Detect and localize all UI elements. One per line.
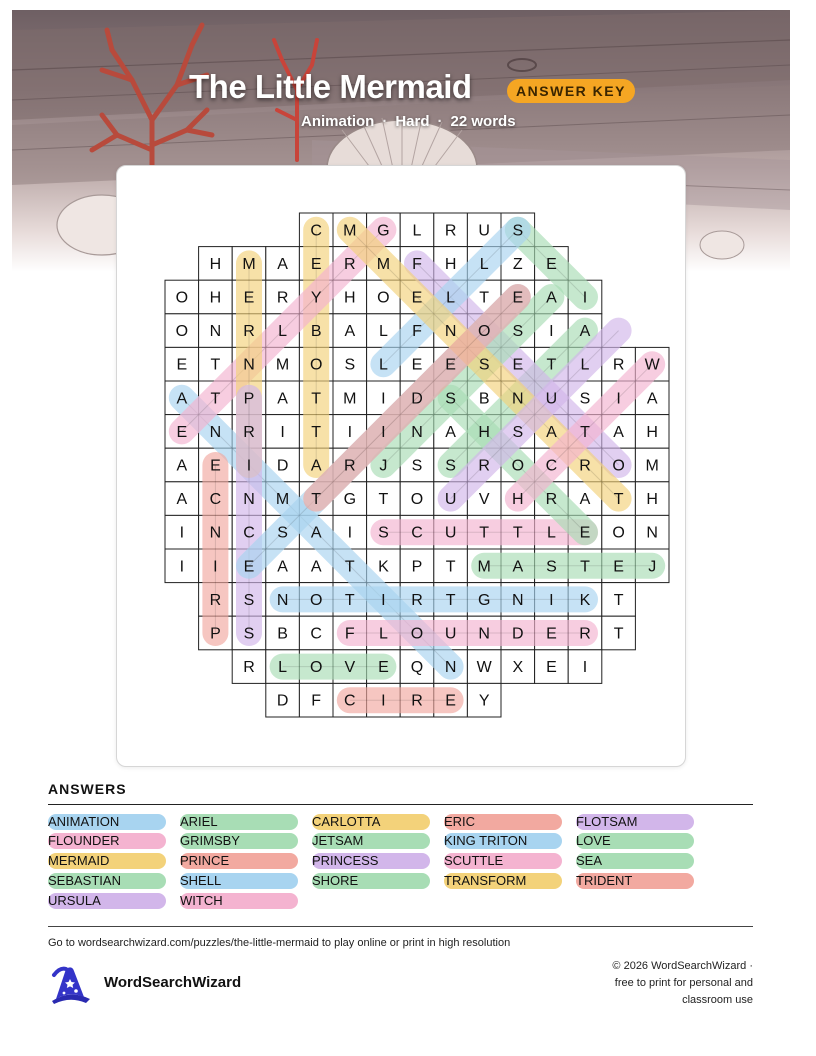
- grid-letter: O: [309, 659, 323, 677]
- grid-letter: K: [378, 558, 389, 576]
- grid-letter: A: [176, 491, 188, 509]
- grid-letter: Y: [478, 692, 490, 710]
- grid-letter: R: [545, 491, 558, 509]
- grid-letter: P: [210, 625, 221, 643]
- grid-letter: U: [444, 625, 457, 643]
- grid-letter: E: [546, 659, 557, 677]
- grid-letter: A: [310, 558, 322, 576]
- grid-letter: M: [343, 222, 357, 240]
- grid-letter: I: [179, 558, 185, 576]
- grid-letter: A: [277, 558, 288, 576]
- grid-letter: I: [179, 524, 185, 542]
- grid-letter: A: [277, 255, 288, 273]
- grid-letter: N: [444, 659, 457, 677]
- grid-letter: T: [613, 491, 624, 509]
- grid-letter: I: [347, 423, 353, 441]
- grid-letter: B: [277, 625, 288, 643]
- grid-letter: A: [277, 390, 288, 408]
- grid-letter: E: [445, 356, 456, 374]
- grid-letter: T: [311, 491, 322, 509]
- answer-word: TRANSFORM: [444, 873, 562, 889]
- grid-letter: E: [176, 423, 188, 441]
- grid-letter: I: [280, 423, 285, 441]
- grid-letter: O: [410, 491, 424, 509]
- grid-letter: A: [310, 524, 322, 542]
- grid-letter: I: [381, 423, 386, 441]
- grid-letter: S: [378, 524, 389, 542]
- grid-letter: S: [478, 356, 490, 374]
- grid-letter: V: [344, 659, 356, 677]
- grid-letter: L: [446, 289, 456, 307]
- grid-letter: C: [411, 524, 423, 542]
- grid-letter: R: [444, 222, 457, 240]
- grid-letter: R: [478, 457, 490, 475]
- grid-letter: E: [243, 558, 255, 576]
- grid-letter: N: [512, 591, 524, 609]
- grid-letter: T: [378, 491, 389, 509]
- grid-letter: U: [478, 222, 490, 240]
- grid-letter: S: [445, 457, 456, 475]
- grid-letter: L: [546, 524, 556, 542]
- grid-letter: N: [411, 423, 423, 441]
- grid-letter: A: [579, 323, 591, 341]
- grid-letter: C: [243, 524, 255, 542]
- grid-letter: T: [580, 423, 590, 441]
- grid-letter: I: [582, 289, 588, 307]
- answer-word: PRINCE: [180, 853, 298, 869]
- grid-letter: N: [646, 524, 658, 542]
- grid-letter: Q: [410, 659, 424, 677]
- grid-letter: T: [311, 423, 322, 441]
- footer-link-text: Go to wordsearchwizard.com/puzzles/the-little-mermaid to play online or print in high resolution: [48, 937, 511, 949]
- grid-letter: A: [445, 423, 456, 441]
- grid-letter: D: [512, 625, 524, 643]
- grid-letter: D: [276, 457, 289, 475]
- grid-letter: I: [213, 558, 218, 576]
- grid-letter: C: [545, 457, 558, 475]
- answer-word: LOVE: [576, 833, 694, 849]
- grid-letter: J: [379, 457, 388, 475]
- grid-letter: O: [377, 289, 390, 307]
- grid-letter: O: [511, 457, 525, 475]
- grid-letter: R: [579, 625, 591, 643]
- puzzle-title: The Little Mermaid: [189, 68, 472, 105]
- grid-letter: N: [243, 491, 255, 509]
- grid-letter: F: [412, 323, 422, 341]
- grid-letter: S: [512, 222, 524, 240]
- grid-letter: S: [277, 524, 288, 542]
- grid-letter: N: [512, 390, 524, 408]
- grid-letter: J: [648, 558, 657, 576]
- grid-letter: I: [582, 659, 588, 677]
- separator-dot-icon: ·: [437, 113, 443, 130]
- grid-letter: P: [411, 558, 423, 576]
- grid-letter: E: [411, 356, 423, 374]
- grid-letter: W: [644, 356, 660, 374]
- answer-word: SEBASTIAN: [48, 873, 166, 889]
- grid-letter: H: [209, 255, 222, 273]
- grid-letter: S: [243, 591, 255, 609]
- grid-letter: A: [646, 390, 658, 408]
- answer-word: SHELL: [180, 873, 298, 889]
- grid-letter: W: [476, 659, 492, 677]
- grid-letter: E: [310, 255, 322, 273]
- category-label: Animation: [301, 113, 375, 130]
- grid-letter: M: [242, 255, 256, 273]
- answer-word: SEA: [576, 853, 694, 869]
- grid-letter: E: [579, 524, 591, 542]
- grid-letter: F: [412, 255, 422, 273]
- grid-letter: M: [343, 390, 357, 408]
- brand-name: WordSearchWizard: [104, 974, 242, 991]
- grid-letter: H: [444, 255, 457, 273]
- grid-letter: H: [646, 423, 658, 441]
- grid-letter: S: [445, 390, 456, 408]
- answer-word: TRIDENT: [576, 873, 694, 889]
- grid-letter: A: [512, 558, 524, 576]
- grid-letter: T: [479, 524, 490, 542]
- grid-letter: L: [378, 625, 388, 643]
- grid-letter: M: [275, 356, 290, 374]
- grid-letter: O: [612, 457, 625, 475]
- grid-letter: N: [276, 591, 289, 609]
- grid-letter: I: [549, 323, 554, 341]
- grid-letter: D: [411, 390, 423, 408]
- grid-letter: Y: [310, 289, 322, 307]
- answer-word: WITCH: [180, 893, 298, 909]
- wizard-hat-icon: [46, 963, 94, 1005]
- grid-letter: R: [411, 692, 423, 710]
- grid-letter: Z: [512, 255, 523, 273]
- grid-letter: S: [512, 323, 524, 341]
- grid-letter: S: [512, 423, 524, 441]
- answer-word: PRINCESS: [312, 853, 430, 869]
- grid-letter: R: [411, 591, 423, 609]
- answer-word: CARLOTTA: [312, 814, 430, 830]
- grid-letter: O: [612, 524, 625, 542]
- grid-letter: T: [445, 591, 456, 609]
- grid-letter: U: [444, 524, 457, 542]
- grid-letter: O: [410, 625, 424, 643]
- grid-letter: R: [209, 591, 222, 609]
- grid-letter: N: [209, 323, 222, 341]
- grid-letter: K: [579, 591, 591, 609]
- separator-dot-icon: ·: [382, 113, 388, 130]
- grid-letter: U: [545, 390, 558, 408]
- grid-letter: E: [512, 356, 524, 374]
- grid-letter: A: [546, 423, 557, 441]
- grid-letter: O: [175, 289, 189, 307]
- grid-letter: M: [477, 558, 491, 576]
- grid-letter: L: [378, 323, 388, 341]
- grid-letter: N: [243, 356, 255, 374]
- grid-letter: S: [579, 390, 591, 408]
- grid-letter: M: [275, 491, 290, 509]
- puzzle-meta: [301, 113, 516, 130]
- grid-letter: E: [613, 558, 624, 576]
- grid-letter: I: [616, 390, 621, 408]
- grid-letter: I: [549, 591, 554, 609]
- grid-letter: G: [377, 222, 390, 240]
- grid-letter: L: [412, 222, 422, 240]
- grid-letter: E: [243, 289, 255, 307]
- grid-letter: H: [478, 423, 490, 441]
- grid-letter: V: [478, 491, 490, 509]
- grid-letter: U: [444, 491, 457, 509]
- grid-letter: O: [175, 323, 189, 341]
- grid-letter: N: [444, 323, 457, 341]
- grid-letter: X: [512, 659, 524, 677]
- grid-letter: R: [243, 323, 255, 341]
- grid-letter: S: [243, 625, 255, 643]
- grid-letter: A: [579, 491, 591, 509]
- grid-letter: R: [344, 457, 356, 475]
- grid-letter: C: [344, 692, 356, 710]
- grid-letter: H: [344, 289, 356, 307]
- answer-word: GRIMSBY: [180, 833, 298, 849]
- answer-word: SCUTTLE: [444, 853, 562, 869]
- grid-letter: O: [309, 591, 323, 609]
- grid-letter: T: [479, 289, 490, 307]
- answer-word: FLOTSAM: [576, 814, 694, 830]
- grid-letter: E: [512, 289, 524, 307]
- answer-word: URSULA: [48, 893, 166, 909]
- grid-letter: C: [209, 491, 222, 509]
- answer-word: KING TRITON: [444, 833, 562, 849]
- grid-letter: G: [343, 491, 357, 509]
- grid-letter: C: [310, 222, 322, 240]
- grid-letter: F: [344, 625, 355, 643]
- answers-divider: [48, 804, 753, 805]
- grid-letter: F: [311, 692, 322, 710]
- grid-letter: A: [546, 289, 557, 307]
- grid-letter: H: [646, 491, 658, 509]
- grid-letter: G: [477, 591, 491, 609]
- answer-word: JETSAM: [312, 833, 430, 849]
- word-count-label: 22 words: [450, 113, 516, 130]
- grid-letter: T: [344, 591, 355, 609]
- answer-word: MERMAID: [48, 853, 166, 869]
- grid-letter: I: [246, 457, 252, 475]
- word-search-grid: [117, 166, 685, 766]
- grid-letter: I: [381, 591, 386, 609]
- grid-letter: T: [445, 558, 456, 576]
- grid-letter: L: [580, 356, 590, 374]
- grid-letter: D: [276, 692, 289, 710]
- grid-letter: M: [645, 457, 659, 475]
- grid-letter: T: [546, 356, 557, 374]
- copyright-text: [553, 958, 753, 1009]
- grid-letter: E: [411, 289, 423, 307]
- grid-letter: L: [278, 323, 288, 341]
- grid-letter: R: [579, 457, 591, 475]
- grid-letter: B: [478, 390, 490, 408]
- grid-letter: O: [477, 323, 491, 341]
- answer-word: ARIEL: [180, 814, 298, 830]
- grid-letter: T: [580, 558, 590, 576]
- grid-letter: C: [310, 625, 322, 643]
- grid-letter: I: [381, 692, 386, 710]
- grid-letter: H: [512, 491, 524, 509]
- answer-key-badge: ANSWER KEY: [507, 79, 635, 103]
- grid-letter: N: [209, 423, 222, 441]
- grid-letter: E: [210, 457, 221, 475]
- grid-letter: A: [176, 457, 188, 475]
- grid-letter: T: [311, 390, 322, 408]
- answer-word: ANIMATION: [48, 814, 166, 830]
- copyright-line: free to print for personal and: [614, 977, 753, 989]
- grid-letter: L: [278, 659, 288, 677]
- copyright-line: © 2026 WordSearchWizard ·: [612, 960, 753, 972]
- difficulty-label: Hard: [395, 113, 430, 130]
- grid-letter: A: [176, 390, 188, 408]
- grid-letter: E: [445, 692, 456, 710]
- grid-letter: S: [411, 457, 423, 475]
- grid-letter: R: [612, 356, 625, 374]
- grid-letter: O: [309, 356, 323, 374]
- grid-letter: S: [344, 356, 356, 374]
- answer-word: FLOUNDER: [48, 833, 166, 849]
- grid-letter: P: [243, 390, 255, 408]
- grid-letter: E: [546, 625, 557, 643]
- copyright-line: classroom use: [682, 994, 753, 1006]
- grid-letter: E: [378, 659, 389, 677]
- grid-letter: T: [512, 524, 523, 542]
- grid-letter: H: [209, 289, 222, 307]
- answer-word: SHORE: [312, 873, 430, 889]
- grid-letter: I: [381, 390, 386, 408]
- grid-letter: T: [613, 591, 624, 609]
- grid-letter: N: [209, 524, 222, 542]
- grid-letter: N: [478, 625, 490, 643]
- grid-letter: M: [376, 255, 391, 273]
- grid-letter: T: [613, 625, 624, 643]
- grid-letter: B: [310, 323, 322, 341]
- answer-word: ERIC: [444, 814, 562, 830]
- grid-letter: I: [347, 524, 353, 542]
- grid-letter: T: [210, 356, 221, 374]
- puzzle-card: [116, 165, 686, 767]
- grid-letter: R: [243, 659, 255, 677]
- grid-letter: A: [310, 457, 322, 475]
- grid-letter: A: [613, 423, 624, 441]
- grid-letter: T: [344, 558, 355, 576]
- grid-letter: E: [546, 255, 557, 273]
- footer-divider: [48, 926, 753, 927]
- grid-letter: S: [546, 558, 557, 576]
- grid-letter: T: [210, 390, 221, 408]
- grid-letter: A: [344, 323, 356, 341]
- grid-letter: R: [276, 289, 289, 307]
- grid-letter: R: [344, 255, 356, 273]
- grid-letter: E: [176, 356, 188, 374]
- grid-letter: L: [378, 356, 388, 374]
- grid-letter: R: [243, 423, 255, 441]
- grid-letter: L: [479, 255, 489, 273]
- answers-heading: ANSWERS: [48, 781, 127, 797]
